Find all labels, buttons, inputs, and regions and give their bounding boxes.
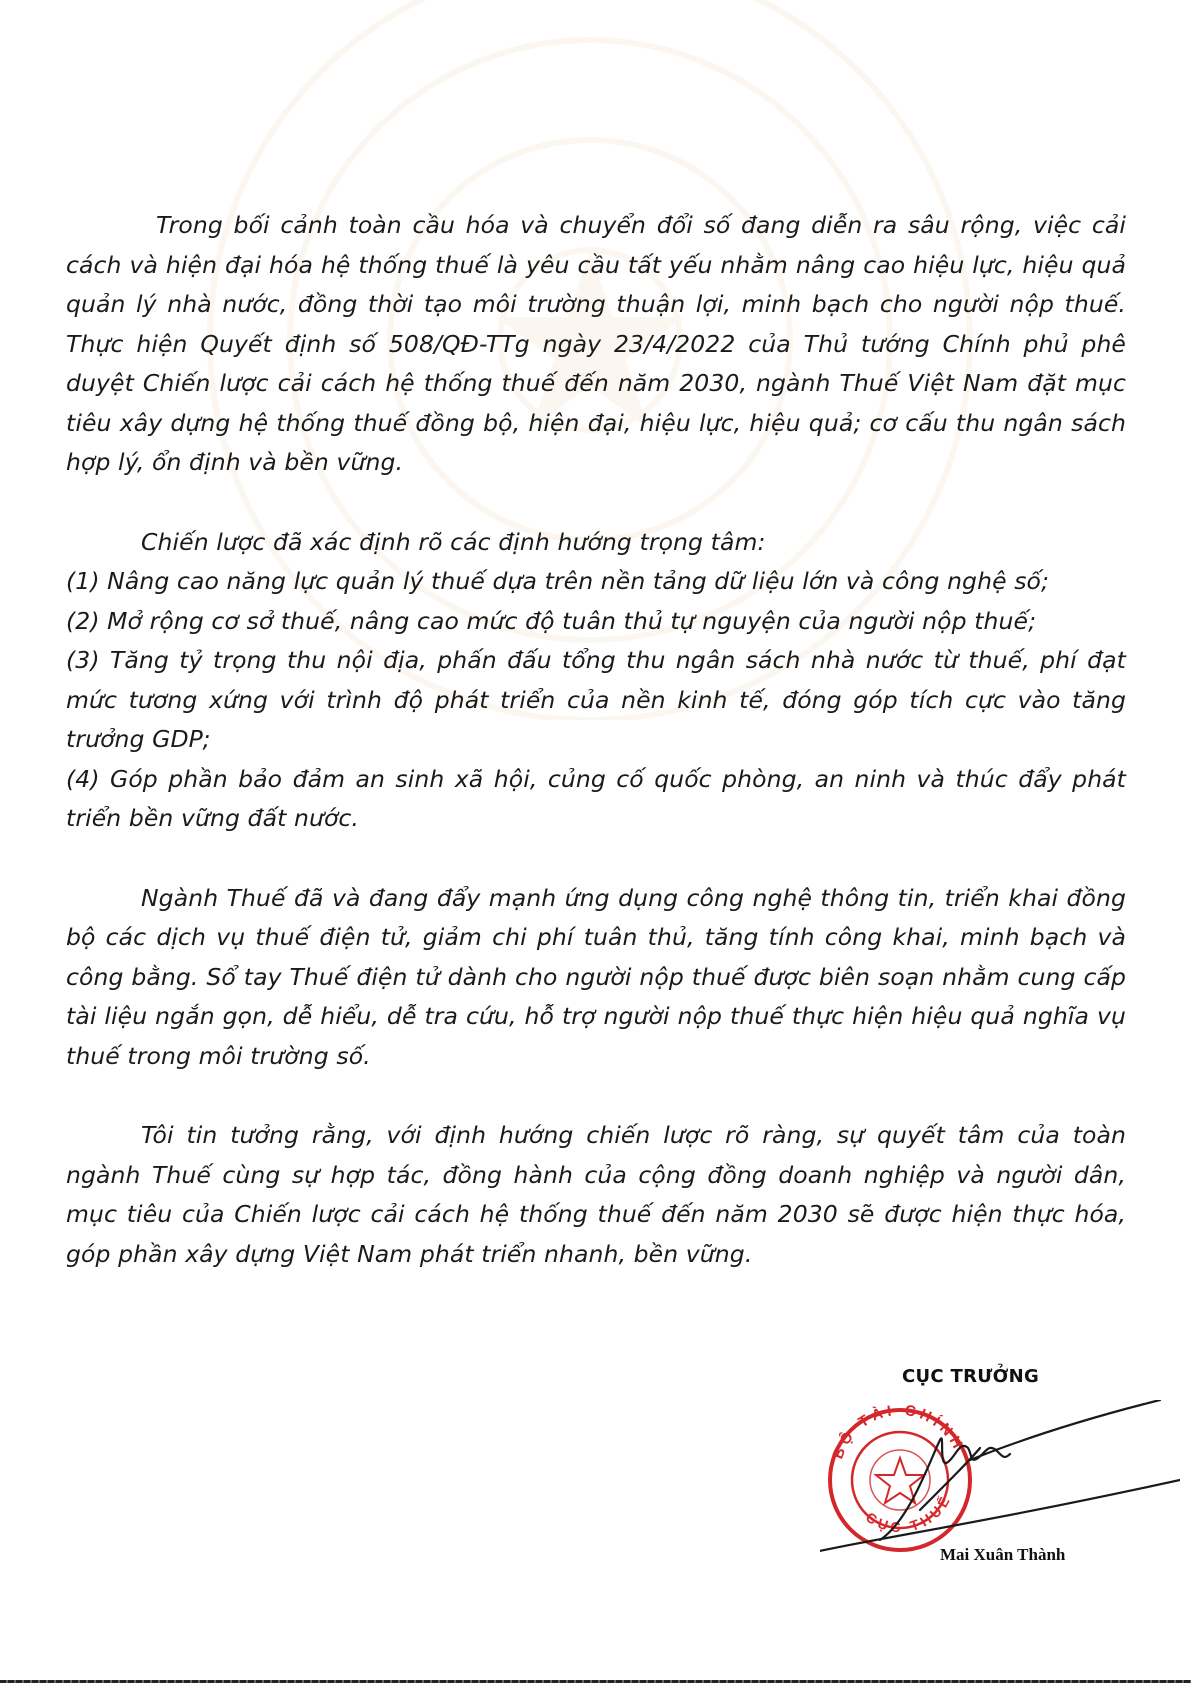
list-item: (4) Góp phần bảo đảm an sinh xã hội, củng cố quốc phòng, an ninh và thúc đẩy phát triển bền vững đất nước. — [66, 764, 1126, 832]
paragraph-e-tax: Ngành Thuế đã và đang đẩy mạnh ứng dụng công nghệ thông tin, triển khai đồng bộ các dịch vụ thuế điện tử, giảm chi phí tuân thủ, tăng tính công khai, minh bạch và công bằng. Sổ tay Thuế điện tử dành cho người nộp thuế được biên soạn nhằm cung cấp tài liệu ngắn gọn, dễ hiểu, dễ tra cứu, hỗ trợ người nộp thuế thực hiện hiệu quả nghĩa vụ thuế trong môi trường số. — [66, 883, 1126, 1070]
list-item: (1) Nâng cao năng lực quản lý thuế dựa trên nền tảng dữ liệu lớn và công nghệ số; — [66, 567, 1050, 595]
list-item: (2) Mở rộng cơ sở thuế, nâng cao mức độ tuân thủ tự nguyện của người nộp thuế; — [66, 606, 1037, 635]
paragraph-strategy-intro: Chiến lược đã xác định rõ các định hướng trọng tâm: — [141, 527, 766, 556]
seal-text-bottom: CỤC THUẾ — [862, 1490, 955, 1536]
paragraph-conclusion: Tôi tin tưởng rằng, với định hướng chiến lược rõ ràng, sự quyết tâm của toàn ngành Thuế cùng sự hợp tác, đồng hành của cộng đồng doanh nghiệp và người dân, mục tiêu của Chiến lược cải cách hệ thống thuế đến năm 2030 sẽ được hiện thực hóa, góp phần xây dựng Việt Nam phát triển nhanh, bền vững. — [66, 1121, 1126, 1268]
list-item: (3) Tăng tỷ trọng thu nội địa, phấn đấu tổng thu ngân sách nhà nước từ thuế, phí đạt mức tương xứng với trình độ phát triển của nền kinh tế, đóng góp tích cực vào tăng trưởng GDP; — [66, 646, 1126, 753]
signer-name: Mai Xuân Thành — [940, 1545, 1066, 1564]
page-bottom-rule — [0, 1680, 1191, 1683]
document-body — [66, 206, 1126, 1274]
seal-text-top: BỘ TÀI CHÍNH — [829, 1401, 968, 1462]
signer-title: CỤC TRƯỞNG — [902, 1366, 1040, 1387]
paragraph-context: Trong bối cảnh toàn cầu hóa và chuyển đổi số đang diễn ra sâu rộng, việc cải cách và hiện đại hóa hệ thống thuế là yêu cầu tất yếu nhằm nâng cao hiệu lực, hiệu quả quản lý nhà nước, đồng thời tạo môi trường thuận lợi, minh bạch cho người nộp thuế. Thực hiện Quyết định số 508/QĐ-TTg ngày 23/4/2022 của Thủ tướng Chính phủ phê duyệt Chiến lược cải cách hệ thống thuế đến năm 2030, ngành Thuế Việt Nam đặt mục tiêu xây dựng hệ thống thuế đồng bộ, hiện đại, hiệu lực, hiệu quả; cơ cấu thu ngân sách hợp lý, ổn định và bền vững. — [66, 211, 1126, 476]
